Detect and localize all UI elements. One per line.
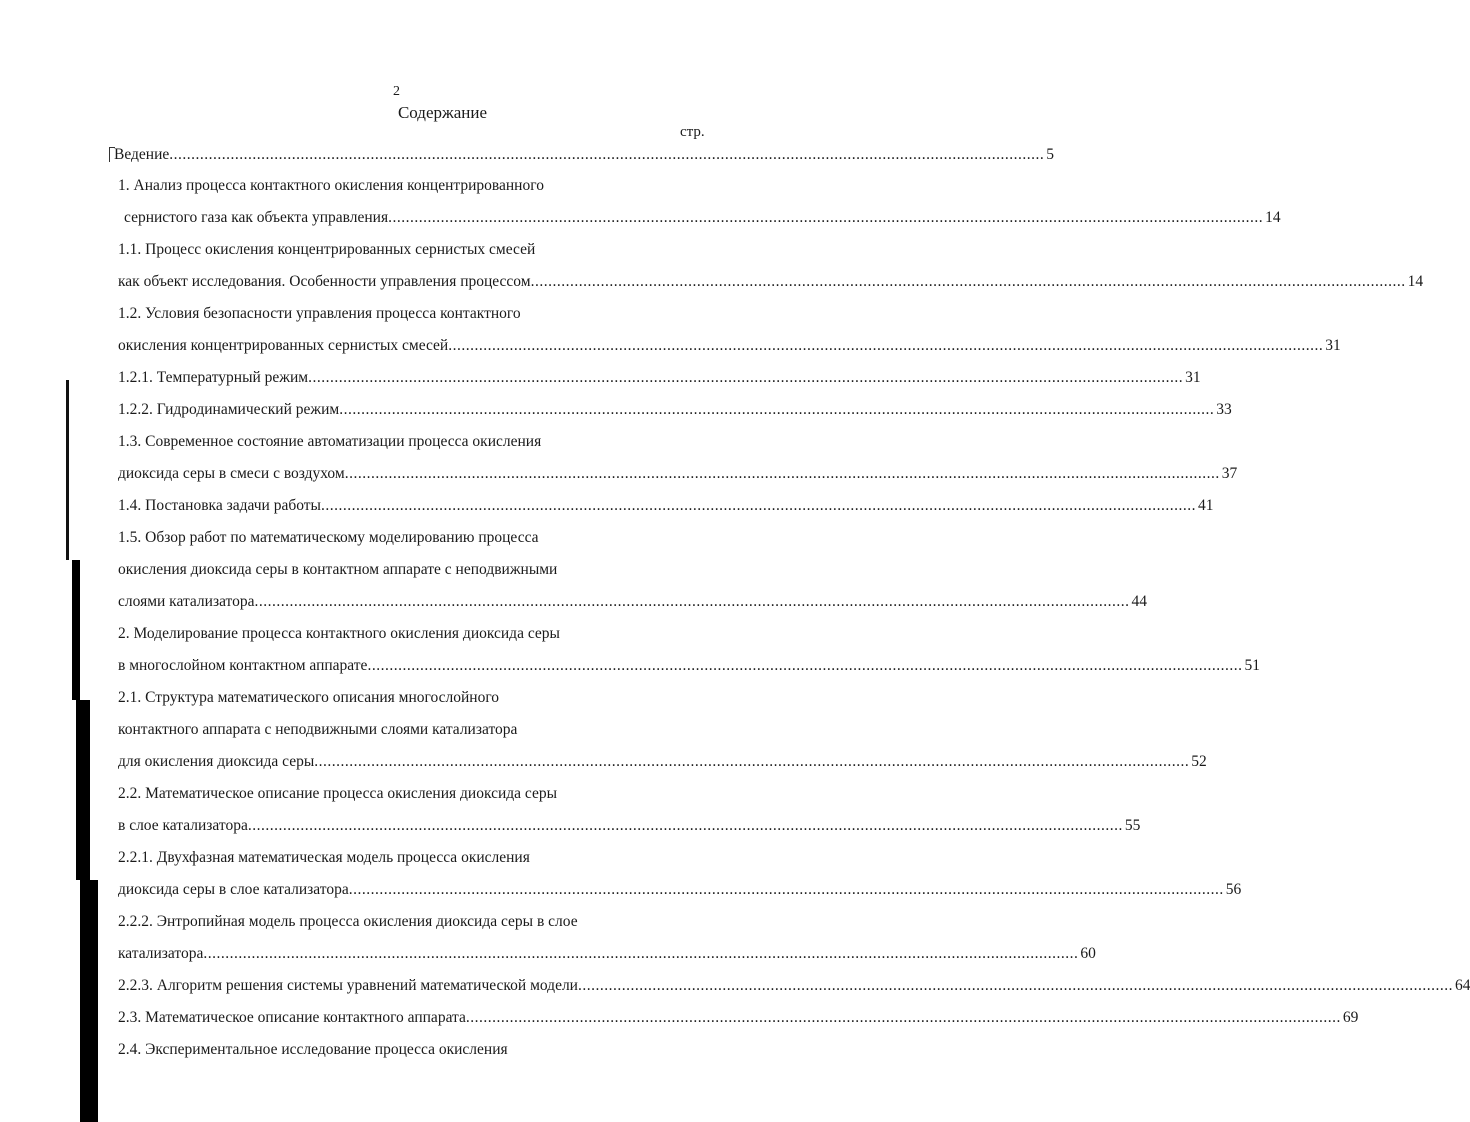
toc-entry-title: 1.3. Современное состояние автоматизации процесса окисления [118, 433, 542, 450]
toc-leader: ........................................................................................................................................................................................................ [367, 657, 1243, 674]
toc-entry-title: катализатора [118, 945, 204, 962]
toc-entry-title: сернистого газа как объекта управления [124, 209, 389, 226]
toc-entry-title: 2.2.2. Энтропийная модель процесса окисления диоксида серы в слое [118, 913, 578, 930]
toc-entry-title: 2. Моделирование процесса контактного окисления диоксида серы [118, 625, 560, 642]
toc-entry[interactable] [124, 209, 1281, 231]
toc-leader: ........................................................................................................................................................................................................ [254, 593, 1130, 610]
scan-shadow [66, 380, 69, 560]
toc-entry[interactable] [118, 817, 1141, 839]
toc-entry-title: 1.5. Обзор работ по математическому моделированию процесса [118, 529, 539, 546]
scan-shadow [80, 880, 98, 1122]
toc-entry[interactable] [118, 369, 1201, 391]
toc-entry-title: окисления концентрированных сернистых смесей [118, 337, 449, 354]
toc-entry-title: 2.2. Математическое описание процесса окисления диоксида серы [118, 785, 558, 802]
toc-entry[interactable] [118, 241, 678, 263]
toc-entry[interactable] [118, 273, 1424, 295]
toc-leader: ........................................................................................................................................................................................................ [348, 881, 1224, 898]
toc-entry[interactable] [118, 529, 678, 551]
toc-entry[interactable] [118, 849, 678, 871]
toc-entry[interactable] [118, 657, 1260, 679]
toc-entry-title: 2.1. Структура математического описания многослойного [118, 689, 500, 706]
toc-entry[interactable] [118, 913, 678, 935]
toc-leader: ........................................................................................................................................................................................................ [247, 817, 1123, 834]
toc-entry-page: 31 [1185, 369, 1201, 386]
toc-entry-page: 64 [1454, 977, 1470, 994]
toc-entry[interactable] [118, 785, 678, 807]
toc-entry-page: 56 [1225, 881, 1242, 898]
toc-leader: ........................................................................................................................................................................................................ [339, 401, 1215, 418]
toc-entry-page: 60 [1080, 945, 1096, 962]
toc-entry-page: 33 [1216, 401, 1232, 418]
toc-entry[interactable] [118, 337, 1341, 359]
toc-entry[interactable] [118, 753, 1207, 775]
toc-leader: ........................................................................................................................................................................................................ [169, 146, 1045, 163]
toc-leader: ........................................................................................................................................................................................................ [388, 209, 1264, 226]
toc-entry-page: 14 [1265, 209, 1281, 226]
page-title: Содержание [397, 103, 488, 122]
toc-entry-title: 1.2. Условия безопасности управления процесса контактного [118, 305, 521, 322]
toc-entry[interactable] [118, 401, 1232, 423]
toc-entry[interactable] [118, 465, 1238, 487]
toc-leader: ........................................................................................................................................................................................................ [308, 369, 1184, 386]
toc-entry-page: 52 [1191, 753, 1207, 770]
toc-entry-title: 1.2.2. Гидродинамический режим [118, 401, 340, 418]
toc-entry[interactable] [118, 593, 1148, 615]
toc-entry[interactable] [118, 305, 678, 327]
toc-entry-title: 1.2.1. Температурный режим [118, 369, 309, 386]
pages-column-label: стр. [680, 124, 705, 140]
toc-leader: ........................................................................................................................................................................................................ [465, 1009, 1341, 1026]
toc-entry-title: 1.4. Постановка задачи работы [118, 497, 321, 514]
toc-entry[interactable] [118, 561, 678, 583]
toc-leader: ........................................................................................................................................................................................................ [530, 273, 1406, 290]
toc-entry[interactable] [114, 146, 1054, 168]
toc-entry-page: 14 [1407, 273, 1424, 290]
toc-entry-page: 51 [1244, 657, 1260, 674]
toc-entry-title: 2.2.3. Алгоритм решения системы уравнений математической модели [118, 977, 578, 994]
toc-entry-page: 31 [1325, 337, 1341, 354]
toc-leader: ........................................................................................................................................................................................................ [314, 753, 1190, 770]
toc-entry-page: 37 [1221, 465, 1238, 482]
toc-entry-title: слоями катализатора [118, 593, 255, 610]
scan-shadow [72, 560, 80, 700]
toc-entry-title: Ведение [114, 146, 170, 163]
toc-entry-title: диоксида серы в смеси с воздухом [118, 465, 345, 482]
toc-entry[interactable] [118, 625, 678, 647]
page-number: 2 [393, 84, 400, 99]
toc-entry-title: окисления диоксида серы в контактном аппарате с неподвижными [118, 561, 558, 578]
toc-entry-title: 1.1. Процесс окисления концентрированных сернистых смесей [118, 241, 536, 258]
toc-entry[interactable] [118, 689, 678, 711]
toc-entry-page: 69 [1342, 1009, 1359, 1026]
toc-leader: ........................................................................................................................................................................................................ [577, 977, 1453, 994]
toc-entry[interactable] [118, 881, 1242, 903]
scan-shadow [76, 700, 90, 880]
toc-entry-title: как объект исследования. Особенности управления процессом [118, 273, 531, 290]
toc-entry-page: 5 [1046, 146, 1054, 163]
toc-leader: ........................................................................................................................................................................................................ [320, 497, 1196, 514]
toc-entry[interactable] [118, 1041, 678, 1063]
toc-entry-title: 2.4. Экспериментальное исследование процесса окисления [118, 1041, 508, 1058]
toc-leader: ........................................................................................................................................................................................................ [344, 465, 1220, 482]
toc-entry-page: 41 [1197, 497, 1214, 514]
toc-entry-title: диоксида серы в слое катализатора [118, 881, 349, 898]
toc-entry-title: в многослойном контактном аппарате [118, 657, 368, 674]
toc-entry-title: для окисления диоксида серы [118, 753, 315, 770]
toc-entry-page: 55 [1124, 817, 1141, 834]
toc-entry[interactable] [118, 497, 1214, 519]
toc-entry[interactable] [118, 721, 678, 743]
toc-entry[interactable] [118, 177, 678, 199]
toc-entry-title: 2.2.1. Двухфазная математическая модель процесса окисления [118, 849, 530, 866]
toc-entry[interactable] [118, 977, 1470, 999]
toc-leader: ........................................................................................................................................................................................................ [448, 337, 1324, 354]
toc-leader: ........................................................................................................................................................................................................ [203, 945, 1079, 962]
toc-entry[interactable] [118, 1009, 1359, 1031]
toc-entry-title: в слое катализатора [118, 817, 248, 834]
toc-entry[interactable] [118, 433, 678, 455]
toc-entry-title: 1. Анализ процесса контактного окисления концентрированного [118, 177, 544, 194]
toc-entry-page: 44 [1131, 593, 1148, 610]
toc-entry-title: 2.3. Математическое описание контактного аппарата [118, 1009, 466, 1026]
toc-entry[interactable] [118, 945, 1096, 967]
toc-entry-title: контактного аппарата с неподвижными слоями катализатора [118, 721, 518, 738]
